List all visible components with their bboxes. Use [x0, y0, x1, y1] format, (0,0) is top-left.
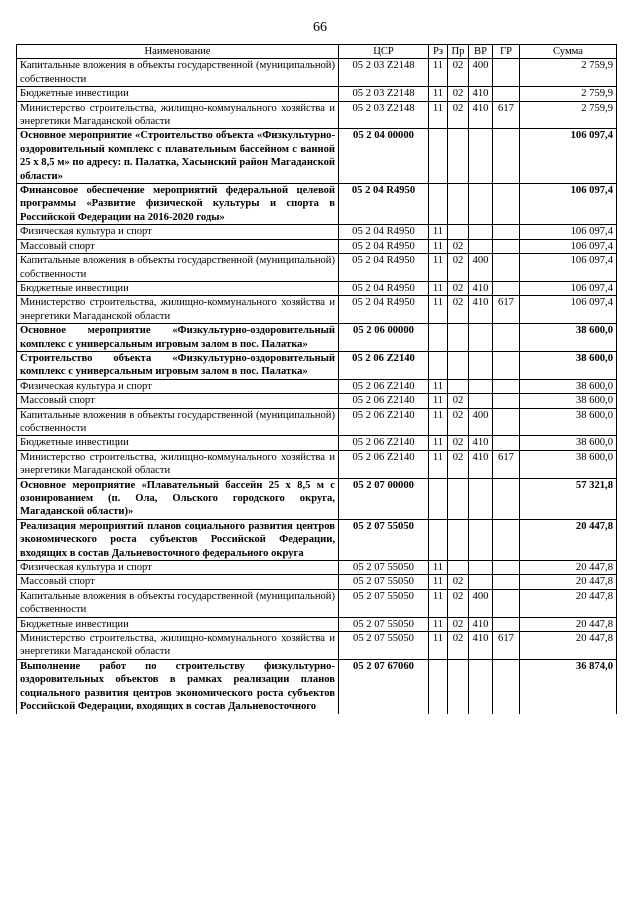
cell-vr — [469, 519, 493, 560]
cell-pr — [448, 324, 469, 352]
cell-name: Массовый спорт — [17, 394, 339, 408]
cell-pr — [448, 561, 469, 575]
cell-vr: 410 — [469, 617, 493, 631]
cell-csr: 05 2 04 R4950 — [339, 239, 429, 253]
cell-csr: 05 2 04 R4950 — [339, 254, 429, 282]
cell-csr: 05 2 07 67060 — [339, 659, 429, 713]
table-row — [17, 129, 617, 184]
cell-name: Выполнение работ по строительству физкультурно-оздоровительных объектов в рамках реализации планов социального развития центров экономического роста субъектов Российской Федерации, входящих в состав Дальневосточного — [17, 659, 339, 713]
cell-sum: 106 097,4 — [520, 281, 617, 295]
cell-gr: 617 — [493, 101, 520, 129]
cell-sum: 106 097,4 — [520, 254, 617, 282]
cell-vr: 400 — [469, 589, 493, 617]
cell-sum: 38 600,0 — [520, 351, 617, 379]
cell-pr: 02 — [448, 239, 469, 253]
cell-csr: 05 2 04 R4950 — [339, 225, 429, 239]
cell-pr — [448, 129, 469, 184]
cell-gr — [493, 575, 520, 589]
cell-csr: 05 2 04 R4950 — [339, 281, 429, 295]
cell-vr: 410 — [469, 87, 493, 101]
cell-name: Физическая культура и спорт — [17, 561, 339, 575]
cell-rz — [429, 129, 448, 184]
cell-name: Массовый спорт — [17, 575, 339, 589]
table-row — [17, 519, 617, 560]
cell-csr: 05 2 07 55050 — [339, 632, 429, 660]
cell-vr — [469, 478, 493, 519]
cell-name: Основное мероприятие «Строительство объекта «Физкультурно-оздоровительный комплекс с плавательным бассейном с ванной 25 х 8,5 м» по адресу: п. Палатка, Хасынский район Магаданской области» — [17, 129, 339, 184]
table-row — [17, 394, 617, 408]
cell-name: Физическая культура и спорт — [17, 379, 339, 393]
cell-vr: 410 — [469, 296, 493, 324]
table-row — [17, 239, 617, 253]
cell-csr: 05 2 06 Z2140 — [339, 351, 429, 379]
cell-name: Капитальные вложения в объекты государственной (муниципальной) собственности — [17, 59, 339, 87]
cell-vr — [469, 394, 493, 408]
cell-name: Массовый спорт — [17, 239, 339, 253]
cell-rz: 11 — [429, 225, 448, 239]
cell-rz: 11 — [429, 254, 448, 282]
cell-rz: 11 — [429, 632, 448, 660]
cell-csr: 05 2 04 00000 — [339, 129, 429, 184]
cell-name: Министерство строительства, жилищно-коммунального хозяйства и энергетики Магаданской области — [17, 632, 339, 660]
cell-gr — [493, 561, 520, 575]
table-row — [17, 450, 617, 478]
table-row — [17, 478, 617, 519]
cell-name: Бюджетные инвестиции — [17, 87, 339, 101]
table-row — [17, 184, 617, 225]
cell-gr — [493, 408, 520, 436]
cell-rz: 11 — [429, 450, 448, 478]
cell-vr — [469, 659, 493, 713]
cell-sum: 106 097,4 — [520, 296, 617, 324]
cell-vr: 410 — [469, 450, 493, 478]
cell-sum: 2 759,9 — [520, 101, 617, 129]
cell-gr — [493, 617, 520, 631]
table-row — [17, 589, 617, 617]
cell-gr: 617 — [493, 450, 520, 478]
cell-name: Финансовое обеспечение мероприятий федеральной целевой программы «Развитие физической культуры и спорта в Российской Федерации на 2016-2020 годы» — [17, 184, 339, 225]
cell-pr: 02 — [448, 589, 469, 617]
cell-pr — [448, 659, 469, 713]
cell-csr: 05 2 07 55050 — [339, 589, 429, 617]
cell-sum: 106 097,4 — [520, 239, 617, 253]
cell-pr: 02 — [448, 87, 469, 101]
cell-gr — [493, 59, 520, 87]
cell-vr: 400 — [469, 254, 493, 282]
cell-rz — [429, 184, 448, 225]
cell-rz: 11 — [429, 589, 448, 617]
header-csr: ЦСР — [339, 45, 429, 59]
cell-gr — [493, 254, 520, 282]
cell-sum: 106 097,4 — [520, 129, 617, 184]
table-row — [17, 575, 617, 589]
cell-vr: 400 — [469, 408, 493, 436]
cell-sum: 38 600,0 — [520, 394, 617, 408]
cell-name: Капитальные вложения в объекты государственной (муниципальной) собственности — [17, 589, 339, 617]
cell-sum: 106 097,4 — [520, 225, 617, 239]
cell-pr: 02 — [448, 281, 469, 295]
header-pr: Пр — [448, 45, 469, 59]
cell-gr — [493, 379, 520, 393]
cell-pr — [448, 225, 469, 239]
header-rz: Рз — [429, 45, 448, 59]
cell-gr — [493, 129, 520, 184]
table-row — [17, 561, 617, 575]
cell-sum: 2 759,9 — [520, 59, 617, 87]
table-header-row — [17, 45, 617, 59]
cell-csr: 05 2 07 55050 — [339, 617, 429, 631]
cell-vr: 410 — [469, 436, 493, 450]
cell-pr — [448, 351, 469, 379]
cell-sum: 20 447,8 — [520, 519, 617, 560]
cell-csr: 05 2 03 Z2148 — [339, 59, 429, 87]
cell-csr: 05 2 07 55050 — [339, 561, 429, 575]
cell-sum: 38 600,0 — [520, 450, 617, 478]
table-row — [17, 617, 617, 631]
cell-vr — [469, 239, 493, 253]
header-sum: Сумма — [520, 45, 617, 59]
page-number: 66 — [313, 20, 327, 35]
cell-rz: 11 — [429, 379, 448, 393]
cell-vr: 400 — [469, 59, 493, 87]
cell-vr — [469, 379, 493, 393]
cell-rz: 11 — [429, 575, 448, 589]
cell-sum: 20 447,8 — [520, 617, 617, 631]
cell-vr — [469, 184, 493, 225]
cell-pr: 02 — [448, 575, 469, 589]
cell-pr: 02 — [448, 101, 469, 129]
cell-sum: 38 600,0 — [520, 436, 617, 450]
cell-rz — [429, 324, 448, 352]
cell-pr — [448, 379, 469, 393]
table-row — [17, 632, 617, 660]
cell-gr — [493, 394, 520, 408]
cell-csr: 05 2 06 00000 — [339, 324, 429, 352]
cell-csr: 05 2 03 Z2148 — [339, 101, 429, 129]
cell-rz: 11 — [429, 436, 448, 450]
table-row — [17, 101, 617, 129]
table-row — [17, 436, 617, 450]
cell-sum: 20 447,8 — [520, 589, 617, 617]
cell-rz: 11 — [429, 59, 448, 87]
table-row — [17, 379, 617, 393]
cell-gr — [493, 436, 520, 450]
cell-pr: 02 — [448, 254, 469, 282]
cell-name: Министерство строительства, жилищно-коммунального хозяйства и энергетики Магаданской области — [17, 296, 339, 324]
table-row — [17, 281, 617, 295]
cell-pr: 02 — [448, 436, 469, 450]
cell-rz: 11 — [429, 561, 448, 575]
cell-vr — [469, 324, 493, 352]
cell-pr: 02 — [448, 617, 469, 631]
cell-sum: 106 097,4 — [520, 184, 617, 225]
cell-rz: 11 — [429, 408, 448, 436]
cell-pr — [448, 519, 469, 560]
cell-rz: 11 — [429, 101, 448, 129]
budget-table — [16, 44, 617, 714]
cell-gr — [493, 589, 520, 617]
cell-rz: 11 — [429, 239, 448, 253]
cell-rz: 11 — [429, 617, 448, 631]
cell-csr: 05 2 06 Z2140 — [339, 379, 429, 393]
cell-csr: 05 2 04 R4950 — [339, 184, 429, 225]
table-row — [17, 225, 617, 239]
cell-rz: 11 — [429, 394, 448, 408]
cell-vr — [469, 575, 493, 589]
cell-sum: 38 600,0 — [520, 408, 617, 436]
cell-rz: 11 — [429, 296, 448, 324]
cell-pr: 02 — [448, 394, 469, 408]
cell-name: Реализация мероприятий планов социального развития центров экономического роста субъектов Российской Федерации, входящих в состав Дальневосточного федерального округа — [17, 519, 339, 560]
cell-rz — [429, 659, 448, 713]
cell-csr: 05 2 07 00000 — [339, 478, 429, 519]
cell-csr: 05 2 07 55050 — [339, 575, 429, 589]
cell-gr — [493, 281, 520, 295]
cell-vr — [469, 129, 493, 184]
cell-sum: 2 759,9 — [520, 87, 617, 101]
cell-name: Основное мероприятие «Физкультурно-оздоровительный комплекс с универсальным игровым залом в пос. Палатка» — [17, 324, 339, 352]
cell-pr: 02 — [448, 632, 469, 660]
table-row — [17, 87, 617, 101]
cell-sum: 36 874,0 — [520, 659, 617, 713]
cell-gr — [493, 478, 520, 519]
cell-vr: 410 — [469, 281, 493, 295]
cell-gr — [493, 351, 520, 379]
cell-gr — [493, 659, 520, 713]
cell-name: Министерство строительства, жилищно-коммунального хозяйства и энергетики Магаданской области — [17, 450, 339, 478]
cell-gr — [493, 239, 520, 253]
cell-sum: 38 600,0 — [520, 324, 617, 352]
cell-name: Физическая культура и спорт — [17, 225, 339, 239]
cell-pr — [448, 184, 469, 225]
cell-name: Бюджетные инвестиции — [17, 617, 339, 631]
cell-gr — [493, 225, 520, 239]
cell-csr: 05 2 07 55050 — [339, 519, 429, 560]
cell-rz — [429, 519, 448, 560]
cell-vr — [469, 351, 493, 379]
cell-vr — [469, 561, 493, 575]
table-row — [17, 408, 617, 436]
cell-gr — [493, 87, 520, 101]
cell-sum: 20 447,8 — [520, 561, 617, 575]
cell-vr: 410 — [469, 632, 493, 660]
cell-csr: 05 2 06 Z2140 — [339, 394, 429, 408]
cell-rz: 11 — [429, 281, 448, 295]
cell-sum: 20 447,8 — [520, 575, 617, 589]
cell-gr: 617 — [493, 296, 520, 324]
table-row — [17, 324, 617, 352]
cell-csr: 05 2 03 Z2148 — [339, 87, 429, 101]
cell-pr: 02 — [448, 450, 469, 478]
cell-csr: 05 2 06 Z2140 — [339, 450, 429, 478]
header-vr: ВР — [469, 45, 493, 59]
header-gr: ГР — [493, 45, 520, 59]
cell-name: Министерство строительства, жилищно-коммунального хозяйства и энергетики Магаданской области — [17, 101, 339, 129]
cell-pr: 02 — [448, 408, 469, 436]
cell-name: Капитальные вложения в объекты государственной (муниципальной) собственности — [17, 254, 339, 282]
table-row — [17, 296, 617, 324]
cell-sum: 38 600,0 — [520, 379, 617, 393]
table-row — [17, 254, 617, 282]
cell-name: Бюджетные инвестиции — [17, 281, 339, 295]
cell-rz — [429, 478, 448, 519]
cell-name: Бюджетные инвестиции — [17, 436, 339, 450]
cell-sum: 57 321,8 — [520, 478, 617, 519]
cell-gr — [493, 324, 520, 352]
cell-gr — [493, 184, 520, 225]
cell-gr — [493, 519, 520, 560]
cell-csr: 05 2 04 R4950 — [339, 296, 429, 324]
cell-sum: 20 447,8 — [520, 632, 617, 660]
cell-gr: 617 — [493, 632, 520, 660]
cell-csr: 05 2 06 Z2140 — [339, 408, 429, 436]
cell-name: Капитальные вложения в объекты государственной (муниципальной) собственности — [17, 408, 339, 436]
cell-pr: 02 — [448, 296, 469, 324]
cell-name: Основное мероприятие «Плавательный бассейн 25 х 8,5 м с озонированием (п. Ола, Ольского городского округа, Магаданской области)» — [17, 478, 339, 519]
table-row — [17, 659, 617, 713]
cell-rz: 11 — [429, 87, 448, 101]
cell-pr: 02 — [448, 59, 469, 87]
cell-vr: 410 — [469, 101, 493, 129]
header-name: Наименование — [17, 45, 339, 59]
cell-rz — [429, 351, 448, 379]
cell-vr — [469, 225, 493, 239]
table-row — [17, 59, 617, 87]
cell-csr: 05 2 06 Z2140 — [339, 436, 429, 450]
cell-name: Строительство объекта «Физкультурно-оздоровительный комплекс с универсальным игровым залом в пос. Палатка» — [17, 351, 339, 379]
table-row — [17, 351, 617, 379]
cell-pr — [448, 478, 469, 519]
